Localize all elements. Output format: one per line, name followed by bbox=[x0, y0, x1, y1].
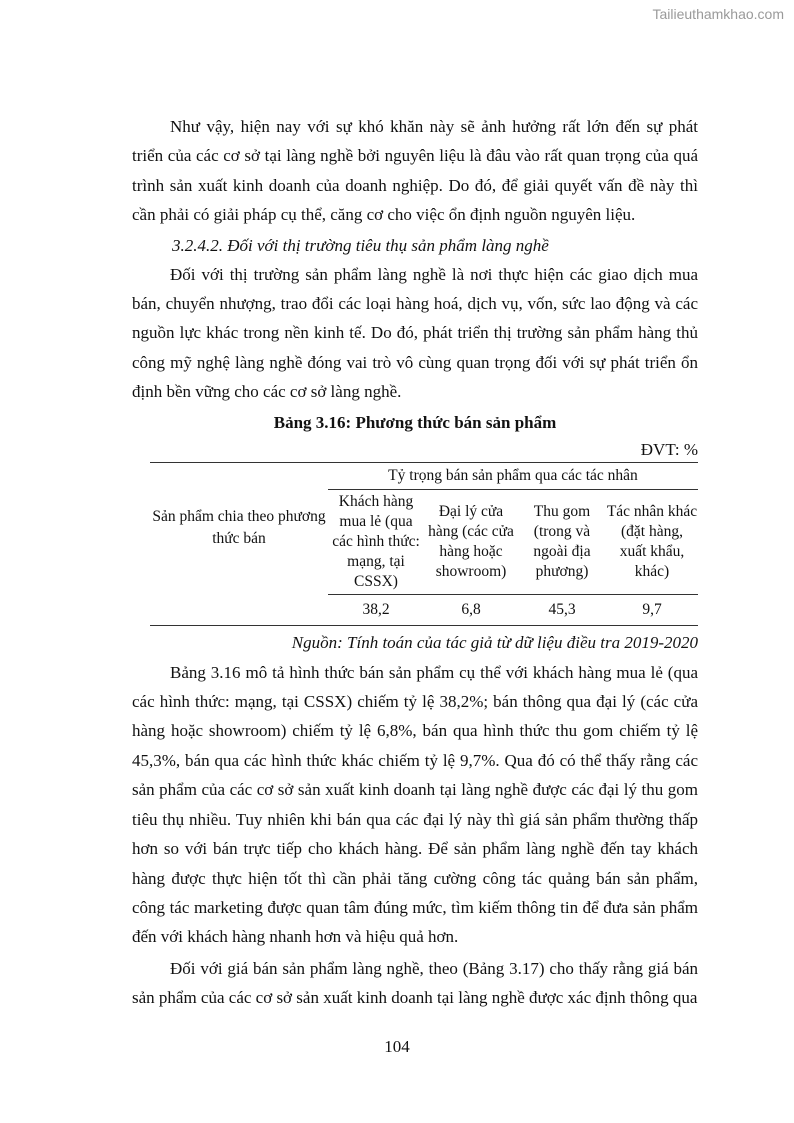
row-header: Sản phẩm chia theo phương thức bán bbox=[150, 462, 328, 594]
paragraph-1: Như vậy, hiện nay với sự khó khăn này sẽ ảnh hưởng rất lớn đến sự phát triển của các cơ sở tại làng nghề bởi nguyên liệu là đâu vào rất quan trọng của quá trình sản xuất kinh doanh của doanh nghiệp. Do đó, để giải quyết vấn đề này thì cần phải có giải pháp cụ thể, căng cơ cho việc ổn định nguồn nguyên liệu. bbox=[132, 117, 698, 225]
paragraph-3: Bảng 3.16 mô tả hình thức bán sản phẩm cụ thể với khách hàng mua lẻ (qua các hình thức: mạng, tại CSSX) chiếm tỷ lệ 38,2%; bán thông qua đại lý (các cửa hàng hoặc showroom) chiếm tỷ lệ 6,8%, bán qua hình thức thu gom chiếm tỷ lệ 45,3%, bán qua các hình thức khác chiếm tỷ lệ 9,7%. Qua đó có thể thấy rằng các sản phẩm của các cơ sở sản xuất kinh doanh tại làng nghề được các đại lý thu gom tiêu thụ nhiều. Tuy nhiên khi bán qua các đại lý này thì giá sản phẩm thường thấp hơn so với bán trực tiếp cho khách hàng. Để sản phẩm làng nghề đến tay khách hàng được thực hiện tốt thì cần phải tăng cường công tác quảng bán sản phẩm, công tác marketing được quan tâm đúng mức, tìm kiếm thông tin để đưa sản phẩm đến với khách hàng nhanh hơn và hiệu quả hơn. bbox=[132, 662, 698, 947]
page-number: 104 bbox=[384, 1037, 410, 1056]
row-header-spacer bbox=[150, 594, 328, 625]
section-heading: 3.2.4.2. Đối với thị trường tiêu thụ sản phẩm làng nghề bbox=[172, 235, 549, 255]
column-header-other: Tác nhân khác (đặt hàng, xuất khẩu, khác) bbox=[606, 502, 698, 580]
paragraph-2: Đối với thị trường sản phẩm làng nghề là nơi thực hiện các giao dịch mua bán, chuyển nhượng, trao đổi các loại hàng hoá, dịch vụ, vốn, sức lao động và các nguồn lực khác trong nền kinh tế. Do đó, phát triển thị trường sản phẩm hàng thủ công mỹ nghệ làng nghề đóng vai trò vô cùng quan trọng đối với sự phát triển ổn định bền vững cho các cơ sở làng nghề. bbox=[132, 264, 698, 402]
column-header-retail: Khách hàng mua lẻ (qua các hình thức: mạng, tại CSSX) bbox=[332, 492, 420, 590]
value-collector: 45,3 bbox=[518, 594, 606, 625]
value-agent: 6,8 bbox=[424, 594, 518, 625]
page-content bbox=[132, 112, 698, 1013]
group-header: Tỷ trọng bán sản phẩm qua các tác nhân bbox=[328, 462, 698, 489]
table-source: Nguồn: Tính toán của tác giả từ dữ liệu điều tra 2019-2020 bbox=[291, 632, 698, 652]
paragraph-4: Đối với giá bán sản phẩm làng nghề, theo (Bảng 3.17) cho thấy rằng giá bán sản phẩm của các cơ sở sản xuất kinh doanh tại làng nghề được xác định thông qua bbox=[132, 958, 698, 1008]
value-other: 9,7 bbox=[606, 594, 698, 625]
column-header-agent: Đại lý cửa hàng (các cửa hàng hoặc showroom) bbox=[428, 502, 514, 580]
value-retail: 38,2 bbox=[328, 594, 424, 625]
table-unit: ĐVT: % bbox=[640, 439, 698, 459]
table-title: Bảng 3.16: Phương thức bán sản phẩm bbox=[273, 412, 557, 432]
column-header-collector: Thu gom (trong và ngoài địa phương) bbox=[533, 502, 591, 580]
watermark: Tailieuthamkhao.com bbox=[652, 6, 784, 22]
sales-method-table bbox=[150, 462, 698, 626]
